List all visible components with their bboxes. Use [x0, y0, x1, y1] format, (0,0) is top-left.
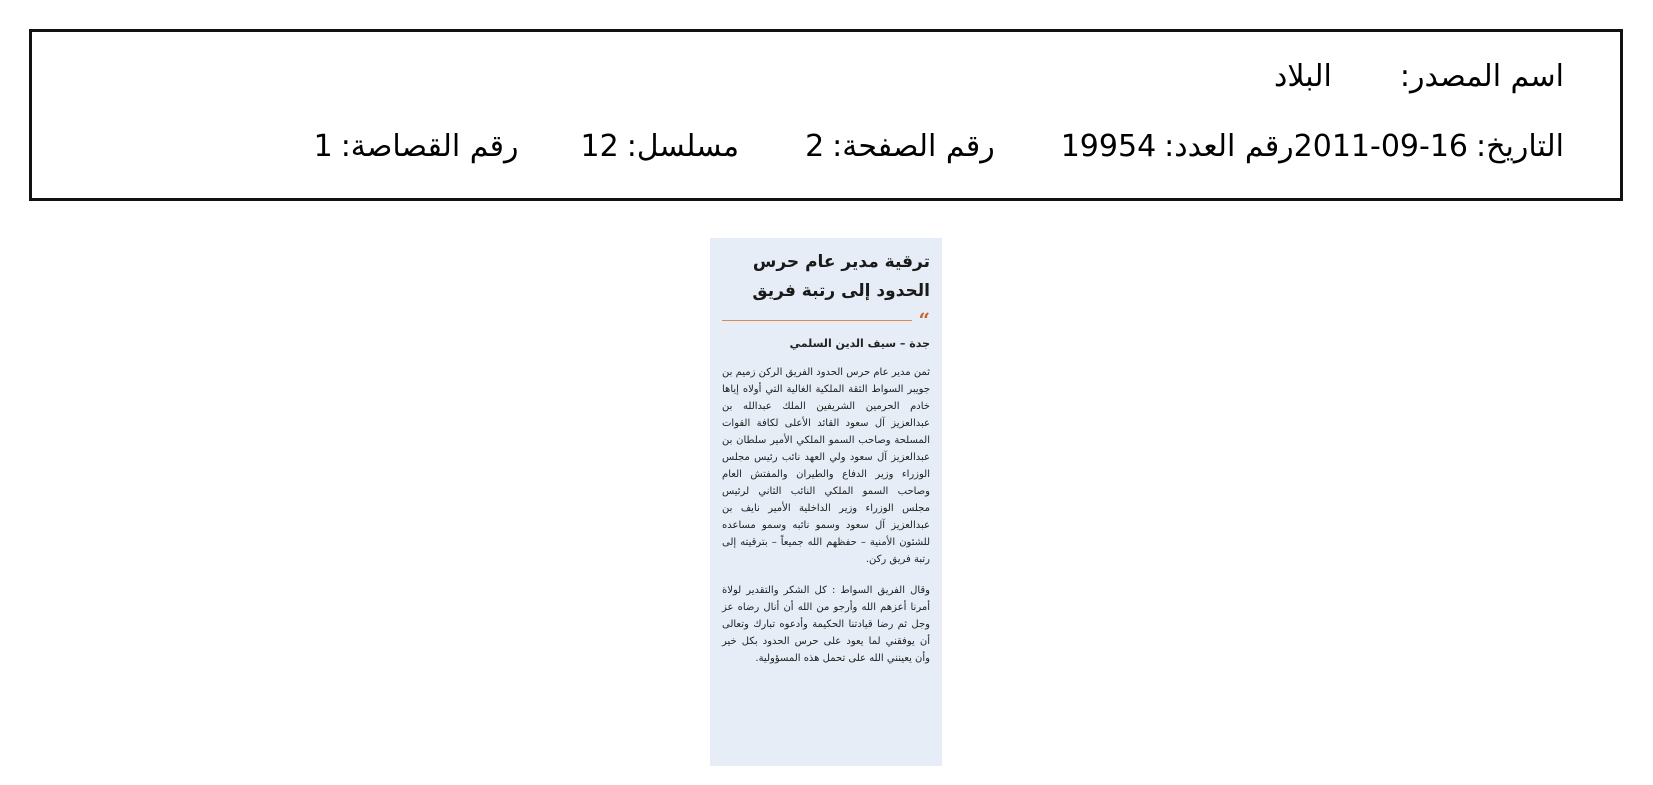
serial-field: [581, 129, 740, 164]
page-label: رقم الصفحة:: [832, 128, 995, 164]
quote-mark-icon: “: [918, 308, 930, 332]
article-byline: جدة – سيف الدين السلمي: [789, 337, 930, 350]
date-value: 2011-09-16: [1293, 128, 1469, 164]
source-label-group: [1394, 59, 1564, 94]
serial-label: مسلسل:: [626, 128, 740, 164]
source-row: [1274, 56, 1564, 96]
source-value: البلاد: [1274, 58, 1332, 94]
source-separator: :: [1399, 58, 1410, 94]
date-field: [1294, 129, 1564, 164]
details-row: [252, 126, 1564, 166]
metadata-header-box: [29, 29, 1623, 201]
issue-label: رقم العدد:: [1164, 128, 1294, 164]
article-title-line-1: ترقية مدير عام حرس: [752, 252, 930, 272]
article-paragraph-2: وقال الفريق السواط : كل الشكر والتقدير لولاة أمرنا أعزهم الله وأرجو من الله أن أنال رضاه عز وجل ثم رضا قيادتنا الحكيمة وأدعوه تبارك وتعالى أن يوفقني لما يعود على حرس الحدود بكل خير وأن يعينني الله على تحمل هذه المسؤولية.: [722, 585, 930, 664]
issue-field: [1061, 129, 1294, 164]
page-value: 2: [805, 128, 825, 164]
date-label: التاريخ:: [1476, 128, 1564, 164]
quote-rule: [722, 308, 930, 332]
serial-value: 12: [580, 128, 619, 164]
newspaper-clipping: [710, 238, 942, 766]
article-paragraph-1: ثمن مدير عام حرس الحدود الفريق الركن زميم بن جويبر السواط الثقة الملكية الغالية التي أولاه إياها خادم الحرمين الشريفين الملك عبدالله بن عبدالعزيز آل سعود القائد الأعلى لكافة القوات المسلحة وصاحب السمو الملكي الأمير سلطان بن عبدالعزيز آل سعود ولي العهد نائب رئيس مجلس الوزراء وزير الدفاع والطيران والمفتش العام وصاحب السمو الملكي النائب الثاني لرئيس مجلس الوزراء وزير الداخلية الأمير نايف بن عبدالعزيز آل سعود وسمو نائبه وسمو مساعده للشئون الأمنية – حفظهم الله جميعاً – بترقيته إلى رتبة فريق ركن.: [722, 367, 930, 565]
clip-field: [314, 129, 519, 164]
clip-label: رقم القصاصة:: [340, 128, 519, 164]
issue-value: 19954: [1060, 128, 1157, 164]
clip-value: 1: [313, 128, 333, 164]
accent-divider: [722, 320, 912, 321]
source-label: اسم المصدر: [1409, 58, 1564, 94]
article-title-line-2: الحدود إلى رتبة فريق: [752, 281, 930, 301]
page-field: [805, 129, 995, 164]
